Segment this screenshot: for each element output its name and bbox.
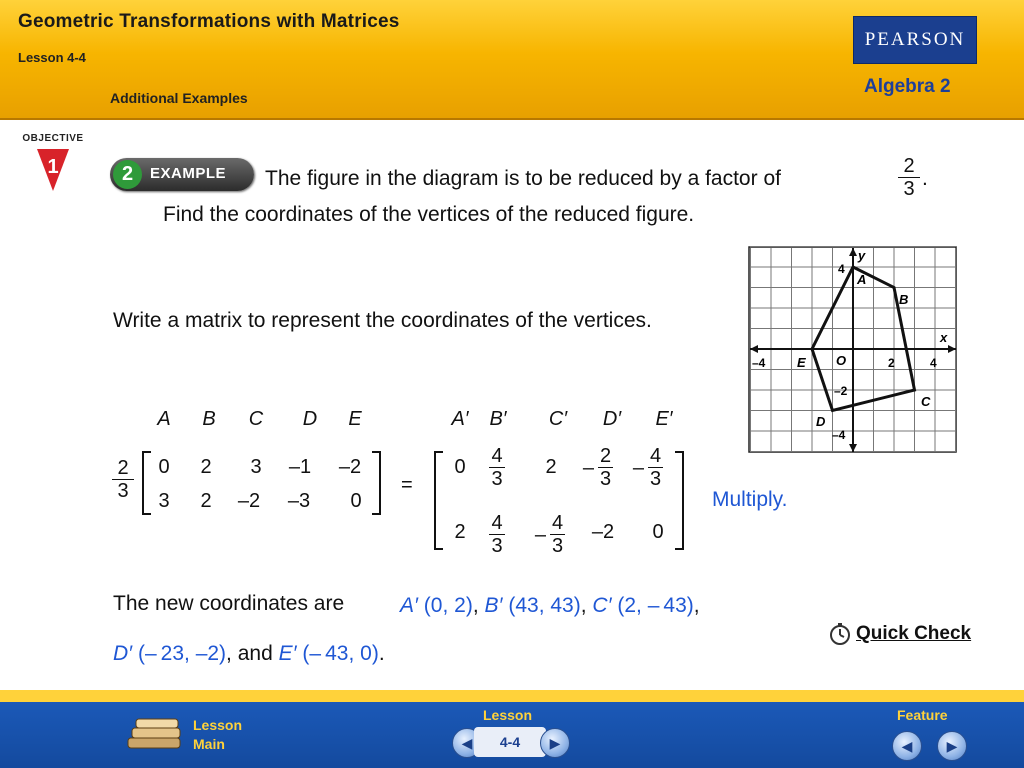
tick-label-y4: 4	[838, 262, 845, 276]
feature-prev-button[interactable]	[892, 731, 922, 761]
matrix-header-a-prime: A′	[451, 408, 469, 430]
matrix-header-d: D	[302, 408, 318, 430]
minus-sign: –	[309, 642, 322, 665]
objective-label: OBJECTIVE	[22, 133, 84, 144]
paren: (	[508, 594, 516, 617]
factor-numerator: 2	[898, 155, 920, 178]
lesson-main-line2: Main	[193, 736, 225, 752]
quick-check-label: Quick Check	[856, 623, 972, 644]
fraction-numerator: 4	[550, 594, 563, 617]
paren: )	[219, 642, 227, 665]
tick-label-x2: 2	[888, 356, 895, 370]
paren: (	[423, 594, 431, 617]
stopwatch-icon	[828, 622, 852, 646]
paren: )	[686, 594, 694, 617]
result-point	[279, 642, 379, 666]
example-badge	[110, 158, 254, 191]
vertex-label-a: A	[857, 272, 867, 287]
tick-label-y-4: –4	[832, 428, 846, 442]
fraction-numerator: 4	[325, 642, 337, 665]
fraction-numerator: 4	[650, 445, 662, 467]
vertex-label-d: D	[816, 414, 826, 429]
fraction-numerator: 4	[491, 512, 503, 534]
point-name: A′	[400, 594, 418, 617]
fraction-denominator: 3	[562, 594, 574, 617]
matrix-cell: 0	[158, 456, 170, 478]
arrow-left-icon: ◀	[461, 734, 473, 751]
lesson-label: Lesson 4-4	[18, 50, 86, 65]
coordinate-graph	[748, 246, 958, 454]
factor-denominator: 3	[903, 178, 915, 200]
lesson-main-label[interactable]	[193, 716, 242, 754]
point-name: E′	[278, 642, 297, 665]
point-name: D′	[113, 642, 133, 665]
course-label: Algebra 2	[864, 76, 951, 97]
scalar-numerator: 2	[112, 457, 134, 480]
books-icon	[124, 716, 186, 756]
result-line1: A′ ( 0 , 2 ) , B′ ( 43 , 43 ) , C′ ( 2 , – 43 ) ,	[400, 594, 700, 617]
multiply-label: Multiply.	[712, 488, 788, 511]
example-text-line2: Find the coordinates of the vertices of the reduced figure.	[163, 203, 695, 226]
vertex-label-b: B	[899, 292, 909, 307]
objective-number: 1	[47, 156, 59, 178]
coord-value: 0	[430, 594, 443, 617]
result-cell-fraction	[574, 445, 622, 490]
matrix-header-e: E	[348, 408, 362, 430]
objective-badge	[18, 133, 88, 193]
arrow-right-icon: ▶	[549, 734, 561, 751]
matrix-cell: –3	[287, 490, 311, 512]
matrix-header-b-prime: B′	[489, 408, 507, 430]
result-cell: 0	[454, 456, 466, 478]
result-line2: D′ ( – 23 , –2 ) , and E′ ( – 43 , 0 ) .	[113, 642, 385, 665]
reduction-factor	[898, 155, 920, 200]
result-point	[592, 594, 693, 618]
example-period: .	[922, 167, 928, 190]
matrix-cell: 0	[350, 490, 362, 512]
origin-label: O	[836, 353, 847, 368]
scalar-fraction	[112, 457, 134, 502]
fraction-denominator: 3	[552, 535, 564, 557]
lesson-number-badge: 4-4	[474, 727, 546, 757]
paren: )	[371, 642, 379, 665]
matrix-cell: –1	[288, 456, 312, 478]
minus-sign: –	[632, 456, 644, 479]
lesson-main-line1: Lesson	[193, 717, 243, 733]
matrix-header-c: C	[248, 408, 264, 430]
fraction-denominator: 3	[491, 468, 503, 490]
minus-sign: –	[144, 642, 157, 665]
example-text-line1: The figure in the diagram is to be reduced by a factor of	[265, 167, 781, 190]
matrix-cell: 2	[200, 490, 212, 512]
feature-next-button[interactable]	[937, 731, 967, 761]
paren: (	[137, 642, 145, 665]
paren: )	[465, 594, 473, 617]
fraction-denominator: 3	[336, 642, 349, 665]
comma: ,	[348, 642, 361, 665]
fraction-denominator: 3	[527, 594, 539, 617]
comma: ,	[184, 642, 196, 665]
point-name: B′	[484, 594, 503, 617]
arrow-left-icon: ◀	[901, 737, 913, 754]
fraction-numerator: 4	[552, 512, 564, 534]
lesson-next-button[interactable]	[540, 728, 570, 758]
lesson-nav-label: Lesson	[483, 707, 533, 723]
matrix-header-b: B	[202, 408, 216, 430]
scalar-denominator: 3	[117, 480, 129, 502]
matrix-cell: –2	[237, 490, 261, 512]
comma: ,	[538, 594, 551, 617]
result-cell-fraction	[624, 445, 672, 490]
page-title: Geometric Transformations with Matrices	[18, 11, 400, 32]
tick-label-y-2: –2	[834, 384, 848, 398]
fraction-numerator: 4	[515, 594, 527, 617]
coord-value: 2	[624, 594, 637, 617]
matrix-cell: –2	[338, 456, 362, 478]
fraction-denominator: 3	[650, 468, 662, 490]
minus-sign: –	[582, 456, 594, 479]
comma: ,	[636, 594, 648, 617]
fraction-denominator: 3	[600, 468, 612, 490]
coord-value: –2	[195, 642, 220, 665]
tick-label-x-4: –4	[752, 356, 766, 370]
minus-sign: –	[647, 594, 660, 617]
feature-nav-label: Feature	[897, 707, 948, 723]
result-point	[485, 594, 581, 618]
section-subtitle: Additional Examples	[110, 90, 248, 106]
result-intro: The new coordinates are	[113, 592, 345, 615]
matrix-header-d-prime: D′	[602, 408, 622, 430]
arrow-right-icon: ▶	[946, 737, 958, 754]
result-cell-fraction	[484, 512, 510, 557]
result-cell: 0	[652, 521, 664, 543]
matrix-cell: 3	[250, 456, 262, 478]
result-cell: 2	[454, 521, 466, 543]
point-name: C′	[592, 594, 612, 617]
x-axis-label: x	[940, 330, 948, 345]
vertex-label-e: E	[797, 355, 806, 370]
quick-check-link[interactable]	[828, 622, 971, 646]
result-point	[400, 594, 473, 618]
and-word: and	[237, 642, 273, 665]
result-cell-fraction	[526, 512, 574, 557]
paren: (	[302, 642, 310, 665]
minus-sign: –	[534, 523, 546, 546]
fraction-numerator: 2	[600, 445, 612, 467]
comma: ,	[442, 594, 455, 617]
example-label: EXAMPLE	[150, 165, 227, 182]
example-number: 2	[113, 160, 142, 189]
coord-value: 2	[454, 594, 466, 617]
fraction-numerator: 4	[491, 445, 503, 467]
result-cell: 2	[545, 456, 557, 478]
result-cell-fraction	[484, 445, 510, 490]
y-axis-label: y	[858, 248, 866, 263]
fraction-numerator: 2	[160, 642, 173, 665]
matrix-cell: 3	[158, 490, 170, 512]
fraction-numerator: 4	[663, 594, 676, 617]
fraction-denominator: 3	[675, 594, 687, 617]
equals-sign: =	[401, 474, 413, 496]
objective-triangle-icon	[36, 147, 70, 193]
lesson-main-button[interactable]	[124, 716, 186, 761]
matrix-header-c-prime: C′	[548, 408, 568, 430]
coord-value: 0	[360, 642, 372, 665]
paren: )	[573, 594, 581, 617]
tick-label-x4: 4	[930, 356, 937, 370]
result-point	[113, 642, 226, 666]
fraction-denominator: 3	[491, 535, 503, 557]
pearson-logo: PEARSON	[853, 16, 977, 64]
paren: (	[617, 594, 625, 617]
matrix-header-a: A	[157, 408, 171, 430]
result-cell: –2	[591, 521, 615, 543]
matrix-header-e-prime: E′	[655, 408, 673, 430]
fraction-denominator: 3	[172, 642, 185, 665]
instruction-text: Write a matrix to represent the coordinates of the vertices.	[113, 309, 652, 332]
vertex-label-c: C	[921, 394, 931, 409]
matrix-cell: 2	[200, 456, 212, 478]
